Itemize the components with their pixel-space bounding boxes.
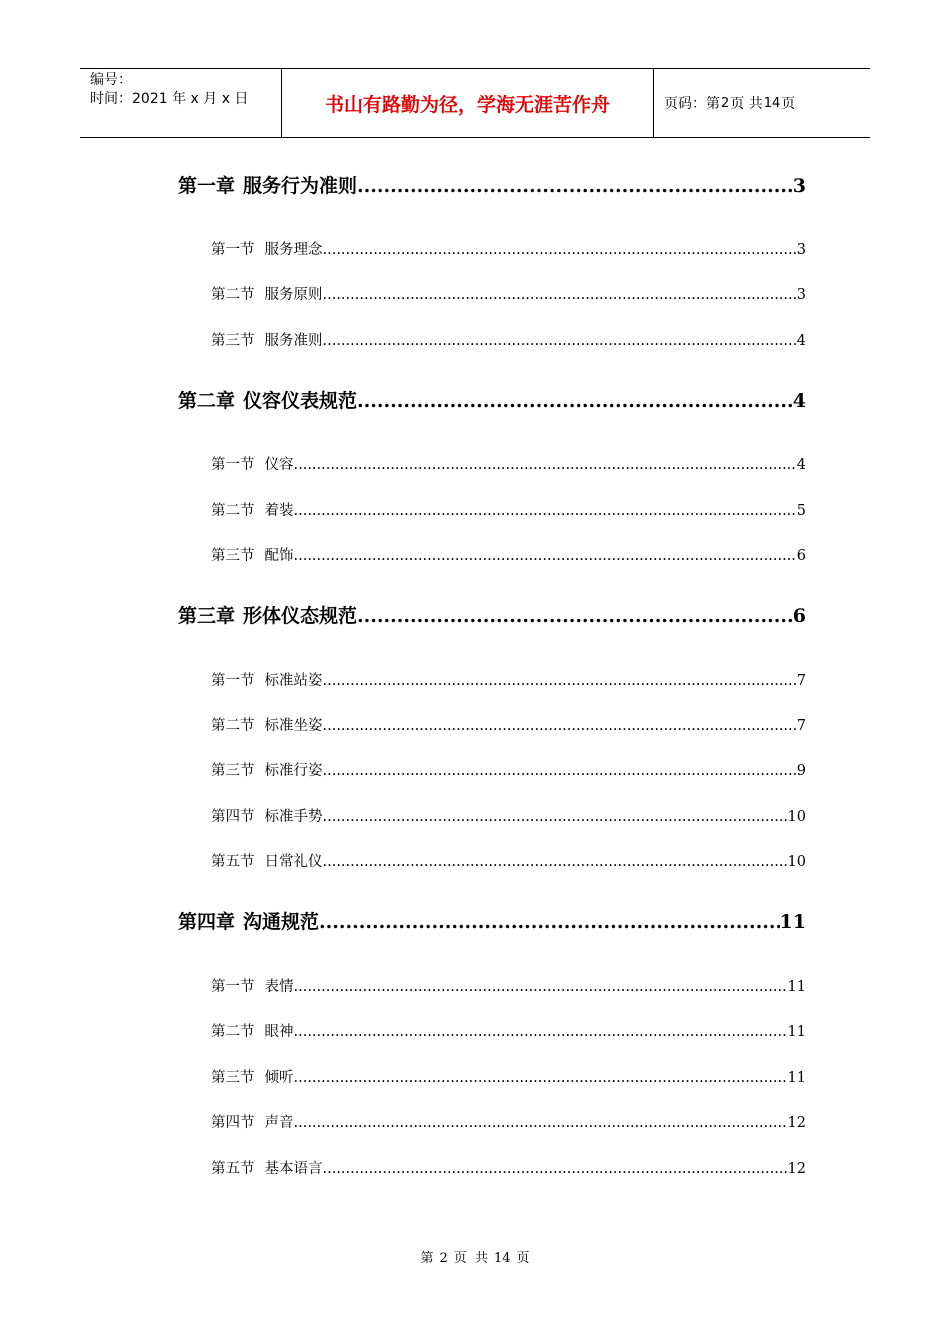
toc-leader-dots [323,809,788,825]
toc-entry-title: 声音 [264,1115,294,1131]
toc-leader-dots [357,175,793,197]
toc-entry-page: 3 [796,287,806,303]
footer-suffix: 页 [516,1251,530,1266]
toc-entry-title: 服务原则 [264,287,323,303]
toc-entry-page: 6 [792,605,806,627]
page-label: 页码：第 [664,96,720,112]
toc-leader-dots [294,1070,788,1086]
toc-entry-label: 第四节 [211,1115,255,1131]
toc-entry-page: 12 [787,1161,806,1177]
toc-entry-page: 11 [787,1024,806,1040]
toc-entry-title: 基本语言 [264,1161,323,1177]
page-header [80,68,870,138]
toc-section-entry[interactable] [211,1020,806,1041]
toc-section-entry[interactable] [211,453,806,474]
toc-entry-title: 服务理念 [264,242,323,258]
page-footer [0,1247,950,1266]
toc-entry-label: 第一节 [211,457,255,473]
toc-entry-label: 第三节 [211,333,255,349]
toc-leader-dots [294,457,797,473]
toc-section-entry[interactable] [211,1157,806,1178]
toc-leader-dots [294,1024,788,1040]
time-label: 时间： [90,91,132,107]
toc-chapter-entry[interactable] [178,601,806,628]
toc-leader-dots [323,718,797,734]
toc-entry-page: 11 [787,1070,806,1086]
toc-entry-title: 沟通规范 [243,911,320,933]
serial-label: 编号： [90,72,132,88]
toc-entry-title: 仪容 [264,457,294,473]
toc-section-entry[interactable] [211,329,806,350]
header-motto: 书山有路勤为径，学海无涯苦作舟 [281,69,654,137]
toc-entry-label: 第一节 [211,979,255,995]
toc-section-entry[interactable] [211,1111,806,1132]
toc-entry-page: 4 [796,457,806,473]
page-mid: 页 共 [730,96,763,112]
footer-current: 2 [439,1251,448,1266]
page-current: 2 [721,95,730,111]
page-end: 页 [781,96,796,112]
toc-entry-title: 仪容仪表规范 [243,390,358,412]
toc-chapter-entry[interactable] [178,171,806,198]
toc-entry-title: 服务行为准则 [243,175,358,197]
toc-entry-page: 10 [787,809,806,825]
toc-leader-dots [294,503,797,519]
toc-section-entry[interactable] [211,850,806,871]
toc-entry-label: 第二章 [178,390,236,412]
toc-section-entry[interactable] [211,759,806,780]
time-line [90,90,281,109]
toc-entry-page: 3 [792,175,806,197]
toc-entry-label: 第一节 [211,673,255,689]
toc-entry-title: 眼神 [264,1024,294,1040]
toc-leader-dots [323,242,797,258]
toc-entry-page: 4 [792,390,806,412]
toc-entry-label: 第二节 [211,503,255,519]
toc-section-entry[interactable] [211,238,806,259]
toc-entry-title: 标准站姿 [264,673,323,689]
toc-entry-label: 第三节 [211,763,255,779]
toc-entry-page: 4 [796,333,806,349]
toc-entry-page: 6 [796,548,806,564]
page-total: 14 [763,95,781,111]
toc-entry-label: 第四节 [211,809,255,825]
toc-section-entry[interactable] [211,499,806,520]
toc-leader-dots [323,854,788,870]
toc-entry-title: 配饰 [264,548,294,564]
toc-leader-dots [323,763,797,779]
toc-leader-dots [294,548,797,564]
toc-entry-label: 第二节 [211,718,255,734]
toc-leader-dots [323,287,797,303]
toc-entry-label: 第三章 [178,605,236,627]
toc-entry-page: 11 [787,979,806,995]
toc-entry-title: 标准行姿 [264,763,323,779]
toc-leader-dots [357,605,793,627]
toc-entry-title: 表情 [264,979,294,995]
header-page-indicator [654,69,870,137]
toc-entry-label: 第二节 [211,287,255,303]
toc-leader-dots [323,1161,788,1177]
toc-entry-page: 5 [796,503,806,519]
toc-entry-page: 10 [787,854,806,870]
toc-entry-page: 11 [779,911,806,933]
toc-section-entry[interactable] [211,714,806,735]
toc-leader-dots [323,333,797,349]
toc-entry-title: 日常礼仪 [264,854,323,870]
toc-leader-dots [294,1115,788,1131]
toc-entry-page: 7 [796,673,806,689]
toc-chapter-entry[interactable] [178,386,806,413]
toc-section-entry[interactable] [211,975,806,996]
toc-section-entry[interactable] [211,544,806,565]
toc-entry-label: 第三节 [211,1070,255,1086]
header-meta [80,69,281,137]
toc-leader-dots [323,673,797,689]
toc-entry-page: 9 [796,763,806,779]
toc-leader-dots [294,979,788,995]
toc-section-entry[interactable] [211,805,806,826]
footer-prefix: 第 [420,1251,434,1266]
toc-entry-label: 第三节 [211,548,255,564]
toc-entry-label: 第二节 [211,1024,255,1040]
toc-entry-title: 倾听 [264,1070,294,1086]
toc-entry-page: 12 [787,1115,806,1131]
toc-entry-page: 7 [796,718,806,734]
toc-entry-title: 着装 [264,503,294,519]
toc-chapter-entry[interactable] [178,907,806,934]
toc-entry-title: 标准坐姿 [264,718,323,734]
toc-entry-title: 形体仪态规范 [243,605,358,627]
toc-entry-label: 第四章 [178,911,236,933]
footer-total: 14 [493,1251,511,1266]
toc-entry-label: 第一节 [211,242,255,258]
toc-entry-label: 第五节 [211,854,255,870]
toc-entry-title: 服务准则 [264,333,323,349]
toc-entry-page: 3 [796,242,806,258]
toc-section-entry[interactable] [211,283,806,304]
toc-entry-label: 第五节 [211,1161,255,1177]
toc-leader-dots [357,390,793,412]
toc-entry-title: 标准手势 [264,809,323,825]
toc-section-entry[interactable] [211,1066,806,1087]
toc-leader-dots [319,911,780,933]
footer-mid: 页 共 [453,1251,488,1266]
toc-section-entry[interactable] [211,669,806,690]
toc-entry-label: 第一章 [178,175,236,197]
time-value: 2021 年 x 月 x 日 [132,91,249,107]
